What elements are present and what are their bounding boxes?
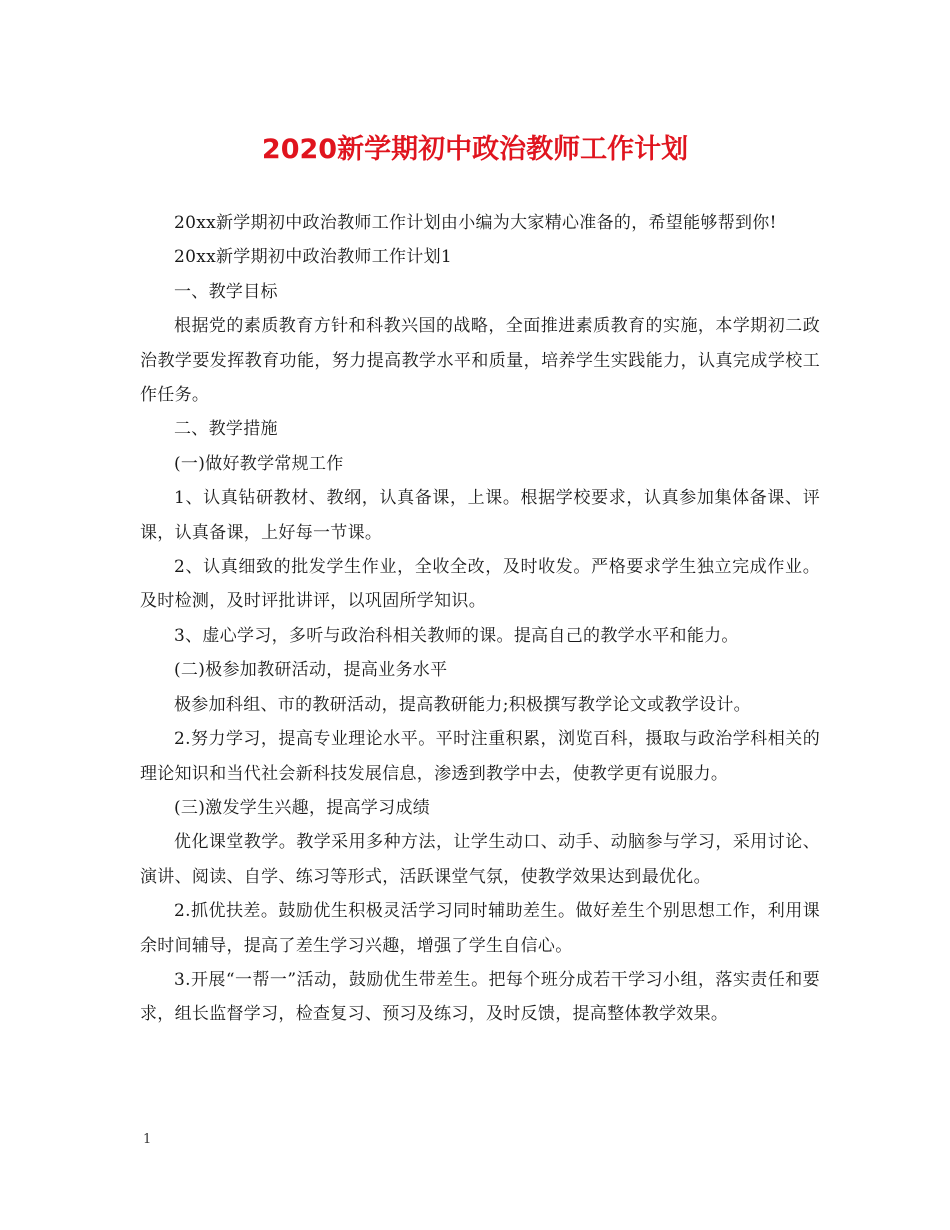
section-heading-measures: 二、教学措施	[174, 419, 278, 440]
section-heading-goals: 一、教学目标	[174, 281, 278, 302]
document-title: 2020新学期初中政治教师工作计划	[261, 134, 689, 165]
interest-item-3: 3.开展“一帮一”活动，鼓励优生带差生。把每个班分成若干学习小组，落实责任和要求，组长监督学习，检查复习、预习及练习，及时反馈，提高整体教学效果。	[140, 969, 820, 1025]
routine-item-2: 2、认真细致的批发学生作业，全收全改，及时收发。严格要求学生独立完成作业。及时检测，及时评批讲评，以巩固所学知识。	[140, 557, 820, 612]
interest-item-2: 2.抓优扶差。鼓励优生积极灵活学习同时辅助差生。做好差生个别思想工作，利用课余时间辅导，提高了差生学习兴趣，增强了学生自信心。	[140, 901, 820, 956]
intro-paragraph: 20xx新学期初中政治教师工作计划由小编为大家精心准备的，希望能够帮到你!	[174, 213, 777, 233]
goals-paragraph: 根据党的素质教育方针和科教兴国的战略，全面推进素质教育的实施，本学期初二政治教学要发挥教育功能，努力提高教学水平和质量，培养学生实践能力，认真完成学校工作任务。	[140, 316, 820, 406]
subsection-heading-research: (二)极参加教研活动，提高业务水平	[174, 660, 448, 681]
routine-item-1: 1、认真钻研教材、教纲，认真备课，上课。根据学校要求，认真参加集体备课、评课，认真备课，上好每一节课。	[140, 488, 820, 543]
research-item-2: 2.努力学习，提高专业理论水平。平时注重积累，浏览百科，摄取与政治学科相关的理论知识和当代社会新科技发展信息，渗透到教学中去，使教学更有说服力。	[140, 729, 820, 784]
subsection-heading-routine: (一)做好教学常规工作	[174, 453, 344, 474]
plan-heading: 20xx新学期初中政治教师工作计划1	[174, 247, 453, 268]
interest-item-1: 优化课堂教学。教学采用多种方法，让学生动口、动手、动脑参与学习，采用讨论、演讲、阅读、自学、练习等形式，活跃课堂气氛，使教学效果达到最优化。	[140, 832, 820, 887]
document-body	[140, 206, 820, 1032]
subsection-heading-interest: (三)激发学生兴趣，提高学习成绩	[174, 797, 431, 818]
routine-item-3: 3、虚心学习，多听与政治科相关教师的课。提高自己的教学水平和能力。	[174, 625, 739, 646]
page-number: 1	[143, 1132, 152, 1147]
research-item-1: 极参加科组、市的教研活动，提高教研能力;积极撰写教学论文或教学设计。	[174, 694, 751, 715]
